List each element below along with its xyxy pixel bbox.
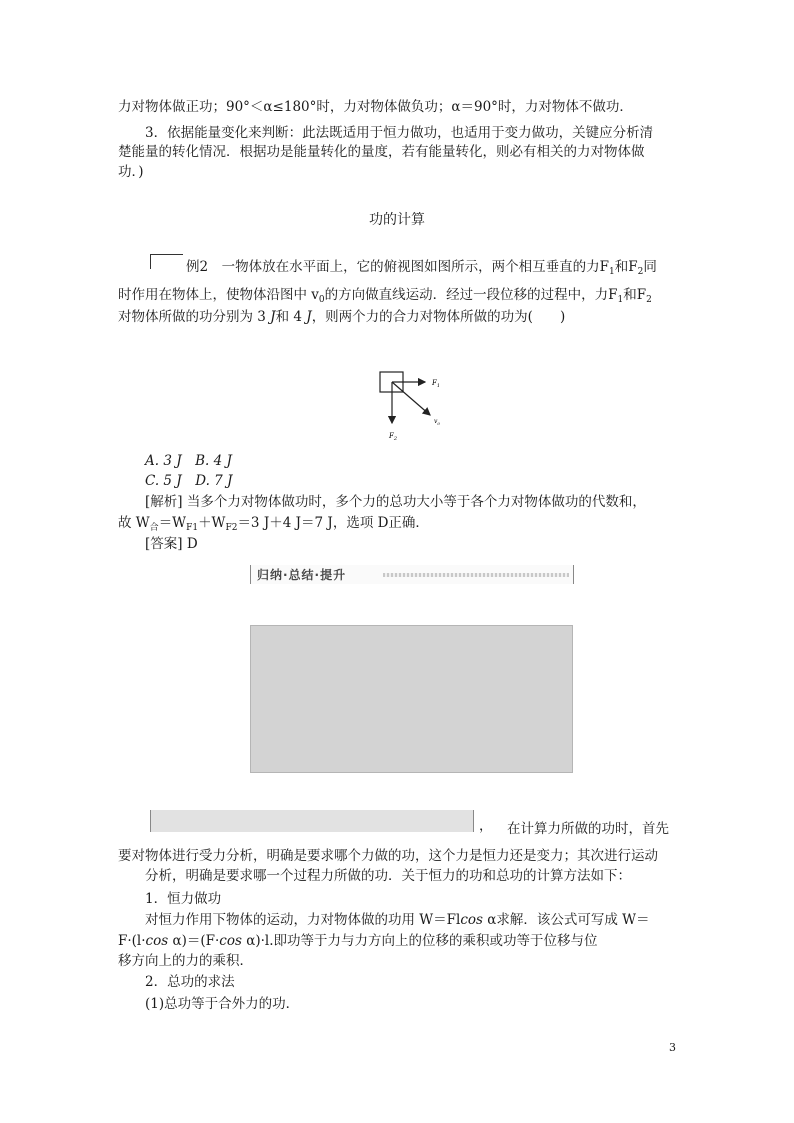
force-diagram	[370, 365, 480, 450]
analysis-line-1: [解析] 当多个力对物体做功时，多个力的总功大小等于各个力对物体做功的代数和，	[145, 494, 646, 510]
section-heading: 功的计算	[369, 212, 425, 228]
body-line: (1)总功等于合外力的功．	[145, 996, 300, 1012]
summary-divider	[383, 573, 569, 577]
summary-panel	[250, 625, 573, 773]
example-line-3: 对物体所做的功分别为 3 J和 4 J，则两个力的合力对物体所做的功为( )	[118, 309, 566, 325]
example-line-1: 例2 一物体放在水平面上，它的俯视图如图所示，两个相互垂直的力$F_1$和$F_2$同	[186, 259, 657, 277]
summary-banner	[250, 565, 574, 584]
body-line: 分析，明确是要求哪一个过程力所做的功．关于恒力的功和总功的计算方法如下：	[145, 868, 631, 884]
v0-label: $v_0$	[434, 418, 440, 426]
options-line-1: A. 3 J B. 4 J	[145, 453, 232, 469]
body-line: 移方向上的力的乘积．	[118, 953, 253, 969]
body-line: 2．总功的求法	[145, 974, 235, 990]
tip-strip	[150, 810, 474, 832]
body-line: 1．恒力做功	[145, 891, 222, 907]
f1-label: $F_1$	[432, 379, 441, 389]
text-line: 3．依据能量变化来判断：此法既适用于恒力做功，也适用于变力做功，关键应分析清	[145, 125, 654, 141]
text-line: 功．)	[118, 164, 144, 180]
text-line: 力对物体做正功；90°＜α≤180°时，力对物体做负功；α＝90°时，力对物体不做功．	[118, 99, 633, 115]
text-line: 楚能量的转化情况．根据功是能量转化的量度，若有能量转化，则必有相关的力对物体做	[118, 144, 645, 160]
answer-line: [答案] D	[145, 536, 198, 552]
v0-arrow	[392, 382, 430, 415]
strip-comma: ，	[479, 818, 493, 834]
body-line: 在计算力所做的功时，首先	[507, 821, 669, 837]
body-line: 对恒力作用下物体的运动，力对物体做的功用 W＝Flcos α求解．该公式可写成 W＝	[145, 912, 650, 928]
page-number: 3	[669, 1041, 676, 1054]
body-line: 要对物体进行受力分析，明确是要求哪个力做的功，这个力是恒力还是变力；其次进行运动	[118, 848, 658, 864]
summary-label: 归纳·总结·提升	[257, 568, 347, 582]
example-marker-bracket	[150, 254, 183, 269]
example-line-2: 时作用在物体上，使物体沿图中 $v_0$的方向做直线运动．经过一段位移的过程中，力$F_1$和$F_2$	[118, 287, 652, 305]
analysis-line-2: 故 $W_合=W_{F1}+W_{F2}=3$ J＋4 J＝7 J，选项 D正确．	[118, 515, 429, 533]
body-line: F·(l·cos α)＝(F·cos α)·l.即功等于力与力方向上的位移的乘积或功等于位移与位	[118, 933, 598, 949]
f2-label: $F_2$	[389, 432, 398, 442]
options-line-2: C. 5 J D. 7 J	[145, 473, 233, 489]
